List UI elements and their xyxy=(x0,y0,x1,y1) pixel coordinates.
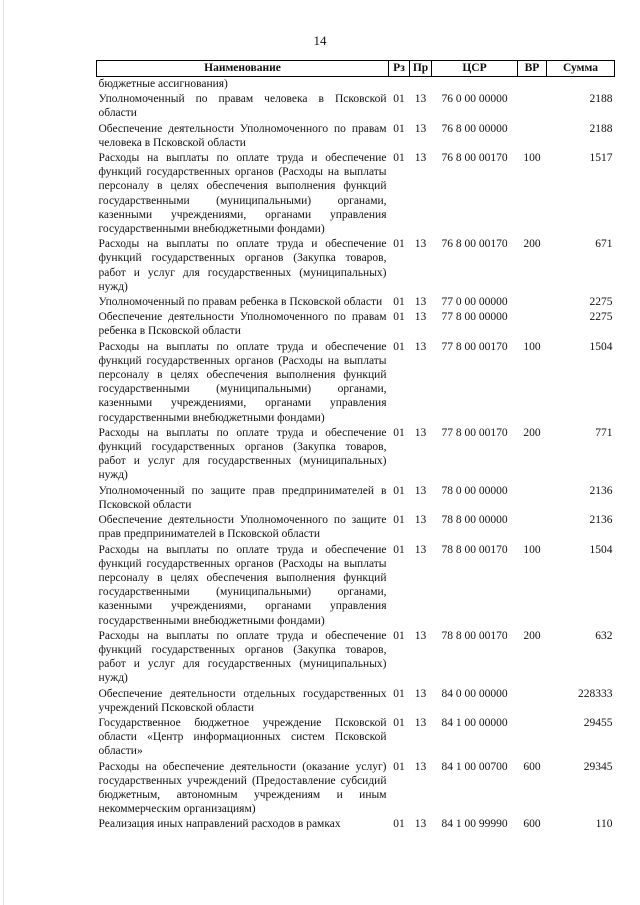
table-row xyxy=(97,310,615,339)
row-name-cell: бюджетные ассигнования) xyxy=(98,78,228,90)
row-vr-cell xyxy=(518,92,547,121)
row-csr-cell: 78 8 00 00000 xyxy=(441,514,508,527)
row-rz-cell: 01 xyxy=(393,716,405,729)
table-row xyxy=(97,817,615,832)
row-sum-cell: 228333 xyxy=(578,687,613,700)
row-pr-cell: 13 xyxy=(414,514,427,527)
row-sum-cell: 2275 xyxy=(589,296,613,309)
row-name-cell: Реализация иных направлений расходов в рамках xyxy=(98,818,341,831)
row-sum-cell: 671 xyxy=(595,238,613,251)
row-rz-cell: 01 xyxy=(393,514,405,527)
table-row xyxy=(97,122,615,151)
row-name-cell: Уполномоченный по правам человека в Псковской области xyxy=(98,93,387,120)
table-row xyxy=(97,237,615,295)
row-sum-cell: 2275 xyxy=(589,311,613,324)
row-name-cell: Расходы на выплаты по оплате труда и обеспечение функций государственных органов (Закупка товаров, работ и услуг для государственных (муниципальных) нужд) xyxy=(98,426,387,482)
row-sum-cell: 1504 xyxy=(589,340,613,353)
row-pr-cell: 13 xyxy=(414,238,427,251)
row-rz-cell: 01 xyxy=(393,296,405,309)
row-name-cell: Расходы на обеспечение деятельности (оказание услуг) государственных учреждений (Предоставление субсидий бюджетным, автономным учреждениям и иным некоммерческим организациям) xyxy=(98,760,387,816)
scan-edge-line xyxy=(3,0,4,905)
row-csr-cell: 76 8 00 00170 xyxy=(441,152,508,165)
table-header-row xyxy=(97,61,615,77)
row-rz-cell: 01 xyxy=(393,760,405,773)
table-row xyxy=(97,151,615,237)
row-csr-cell: 84 1 00 00700 xyxy=(441,760,508,773)
row-rz-cell: 01 xyxy=(393,152,405,165)
row-pr-cell xyxy=(410,77,432,93)
row-pr-cell: 13 xyxy=(414,543,427,556)
row-csr-cell: 76 8 00 00000 xyxy=(441,122,508,135)
row-pr-cell: 13 xyxy=(414,340,427,353)
row-name-cell: Расходы на выплаты по оплате труда и обеспечение функций государственных органов (Расходы на выплаты персоналу в целях обеспечения выполнения функций государственными (муниципальными) органами, казенными учреждениями, органами управления государственными внебюджетными фондами) xyxy=(98,152,387,236)
row-vr-cell xyxy=(518,310,547,339)
table-row xyxy=(97,716,615,760)
row-vr-cell: 200 xyxy=(523,629,541,642)
row-sum-cell: 2188 xyxy=(589,122,613,135)
row-csr-cell: 77 0 00 00000 xyxy=(441,296,508,309)
row-rz-cell: 01 xyxy=(393,238,405,251)
row-sum-cell: 1517 xyxy=(589,152,613,165)
row-pr-cell: 13 xyxy=(414,629,427,642)
column-header-pr: Пр xyxy=(410,61,432,77)
row-name-cell: Обеспечение деятельности Уполномоченного по правам ребенка в Псковской области xyxy=(98,311,387,338)
row-name-cell: Государственное бюджетное учреждение Псковской области «Центр информационных систем Псковской области» xyxy=(98,716,387,758)
row-rz-cell: 01 xyxy=(393,687,405,700)
budget-table xyxy=(96,60,615,833)
row-name-cell: Расходы на выплаты по оплате труда и обеспечение функций государственных органов (Расходы на выплаты персоналу в целях обеспечения выполнения функций государственными (муниципальными) органами, казенными учреждениями, органами управления государственными внебюджетными фондами) xyxy=(98,340,387,424)
table-row xyxy=(97,484,615,513)
row-sum-cell: 1504 xyxy=(589,543,613,556)
row-csr-cell: 84 1 00 00000 xyxy=(441,716,508,729)
row-vr-cell: 100 xyxy=(523,543,541,556)
row-rz-cell: 01 xyxy=(393,93,405,106)
row-csr-cell: 77 8 00 00000 xyxy=(441,311,508,324)
row-pr-cell: 13 xyxy=(414,818,427,831)
row-rz-cell: 01 xyxy=(393,818,405,831)
row-sum-cell: 110 xyxy=(595,818,613,831)
row-name-cell: Расходы на выплаты по оплате труда и обеспечение функций государственных органов (Закупка товаров, работ и услуг для государственных (муниципальных) нужд) xyxy=(98,238,387,293)
table-row xyxy=(97,760,615,818)
row-csr-cell: 78 8 00 00170 xyxy=(441,629,508,642)
row-pr-cell: 13 xyxy=(414,311,427,324)
row-csr-cell: 84 1 00 99990 xyxy=(441,818,508,831)
table-row xyxy=(97,426,615,484)
row-sum-cell: 771 xyxy=(595,426,613,439)
row-rz-cell xyxy=(389,77,410,93)
row-rz-cell: 01 xyxy=(393,311,405,324)
row-csr-cell: 76 8 00 00170 xyxy=(441,238,508,251)
row-vr-cell: 100 xyxy=(523,152,541,165)
table-row xyxy=(97,543,615,629)
row-vr-cell xyxy=(518,687,547,716)
row-name-cell: Уполномоченный по защите прав предпринимателей в Псковской области xyxy=(98,484,387,511)
row-rz-cell: 01 xyxy=(393,122,405,135)
table-row xyxy=(97,92,615,121)
row-vr-cell xyxy=(518,513,547,542)
row-rz-cell: 01 xyxy=(393,629,405,642)
row-sum-cell: 29455 xyxy=(583,716,613,729)
row-vr-cell xyxy=(518,295,547,310)
row-pr-cell: 13 xyxy=(414,93,427,106)
row-rz-cell: 01 xyxy=(393,426,405,439)
row-csr-cell: 78 8 00 00170 xyxy=(441,543,508,556)
table-row xyxy=(97,687,615,716)
row-vr-cell: 600 xyxy=(523,760,541,773)
row-name-cell: Расходы на выплаты по оплате труда и обеспечение функций государственных органов (Закупка товаров, работ и услуг для государственных (муниципальных) нужд) xyxy=(98,629,387,685)
row-rz-cell: 01 xyxy=(393,543,405,556)
row-vr-cell: 200 xyxy=(523,238,541,251)
row-csr-cell: 78 0 00 00000 xyxy=(441,484,508,497)
row-sum-cell xyxy=(547,77,615,93)
row-pr-cell: 13 xyxy=(414,484,427,497)
table-row xyxy=(97,340,615,426)
page-number: 14 xyxy=(313,33,327,48)
row-pr-cell: 13 xyxy=(414,426,427,439)
row-name-cell: Уполномоченный по правам ребенка в Псковской области xyxy=(98,296,383,309)
row-csr-cell: 84 0 00 00000 xyxy=(441,687,508,700)
row-sum-cell: 2188 xyxy=(589,93,613,106)
row-sum-cell: 2136 xyxy=(589,484,613,497)
row-csr-cell: 77 8 00 00170 xyxy=(441,340,508,353)
row-sum-cell: 29345 xyxy=(583,760,613,773)
row-rz-cell: 01 xyxy=(393,484,405,497)
column-header-sum: Сумма xyxy=(547,61,615,77)
row-pr-cell: 13 xyxy=(414,760,427,773)
row-rz-cell: 01 xyxy=(393,340,405,353)
table-row xyxy=(97,629,615,687)
table-row xyxy=(97,295,615,310)
table-row xyxy=(97,513,615,542)
row-pr-cell: 13 xyxy=(414,687,427,700)
row-csr-cell: 76 0 00 00000 xyxy=(441,93,508,106)
row-pr-cell: 13 xyxy=(414,122,427,135)
row-vr-cell: 100 xyxy=(523,340,541,353)
row-vr-cell xyxy=(518,122,547,151)
row-name-cell: Обеспечение деятельности отдельных государственных учреждений Псковской области xyxy=(98,687,387,714)
table-row xyxy=(97,77,615,93)
row-vr-cell xyxy=(518,716,547,760)
row-name-cell: Обеспечение деятельности Уполномоченного по защите прав предпринимателей в Псковской области xyxy=(98,514,387,541)
row-vr-cell xyxy=(518,484,547,513)
column-header-rz: Рз xyxy=(389,61,410,77)
row-sum-cell: 2136 xyxy=(589,514,613,527)
row-name-cell: Расходы на выплаты по оплате труда и обеспечение функций государственных органов (Расходы на выплаты персоналу в целях обеспечения выполнения функций государственными (муниципальными) органами, казенными учреждениями, органами управления государственными внебюджетными фондами) xyxy=(98,543,387,627)
row-pr-cell: 13 xyxy=(414,296,427,309)
row-csr-cell: 77 8 00 00170 xyxy=(441,426,508,439)
row-pr-cell: 13 xyxy=(414,716,427,729)
row-name-cell: Обеспечение деятельности Уполномоченного по правам человека в Псковской области xyxy=(98,122,387,149)
row-vr-cell: 600 xyxy=(523,818,541,831)
table-body xyxy=(97,77,615,833)
column-header-csr: ЦСР xyxy=(432,61,518,77)
row-sum-cell: 632 xyxy=(595,629,613,642)
row-csr-cell xyxy=(432,77,518,93)
row-vr-cell: 200 xyxy=(523,426,541,439)
column-header-vr: ВР xyxy=(518,61,547,77)
row-vr-cell xyxy=(518,77,547,93)
column-header-name: Наименование xyxy=(97,61,389,77)
row-pr-cell: 13 xyxy=(414,152,427,165)
